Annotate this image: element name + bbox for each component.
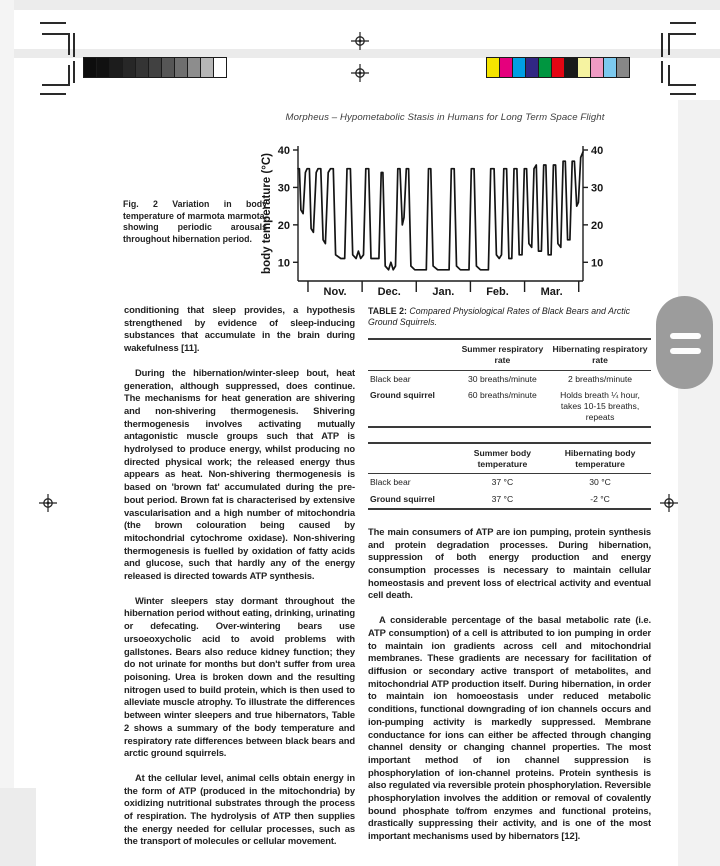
registration-mark-icon xyxy=(39,494,57,512)
scan-edge-left xyxy=(0,0,14,866)
table-cell: 30 °C xyxy=(589,477,611,488)
paragraph: During the hibernation/winter-sleep bout, heat generation, although suppressed, does continue. The mechanisms for heat generation are shivering and non-shivering thermogenesis. Shivering thermogenesis involves activating mutually antagonistic muscle groups such that ATP is hydrolysed to produce energy, whilst producing no directed physical work; the released energy thus appears as heat. Non-shivering thermogenesis is based on 'brown fat' accumulated during the pre-bout period. Brown fat is characterised by extensive vascularisation and a high number of mitochondria (the brown colouration being caused by mitochondrial cytochrome oxidase). Non-shivering thermogenesis is fuelled by oxidation of fatty acids and glucose, such that hardly any of the energy released is directed towards ATP synthesis. xyxy=(124,366,355,582)
grayscale-bar-swatch xyxy=(161,57,175,78)
crop-mark-bracket xyxy=(42,33,70,55)
color-bar-swatch xyxy=(603,57,617,78)
respiratory-rate-table xyxy=(368,338,651,428)
table-cell: Ground squirrel xyxy=(370,494,435,505)
grayscale-bar-swatch xyxy=(148,57,162,78)
y-tick-label: 30 xyxy=(591,182,604,195)
y-tick-label: 20 xyxy=(277,219,290,232)
crop-mark-bracket xyxy=(42,65,70,86)
grayscale-bar-swatch xyxy=(174,57,188,78)
crop-mark-bar xyxy=(73,61,75,83)
crop-mark-bracket xyxy=(668,65,696,86)
left-text-column xyxy=(124,304,355,860)
paragraph: At the cellular level, animal cells obtain energy in the form of ATP (produced in the mitochondria) by oxidizing nutritional substrates through the process of respiration. The hydrolysis of ATP then supplies the energy needed for cellular processes, such as the transport of molecules or cellular movement. xyxy=(124,771,355,847)
y-tick-label: 10 xyxy=(277,257,290,270)
table-row xyxy=(368,370,651,387)
grayscale-bar-swatch xyxy=(83,57,97,78)
table-cell: 37 °C xyxy=(491,494,514,505)
registration-mark-icon xyxy=(351,64,369,82)
color-bar-swatch xyxy=(538,57,552,78)
crop-mark-bar xyxy=(661,33,663,57)
figure-caption: Fig. 2 Variation in body temperature of marmota marmota, showing periodic arousals throughout hibernation period. xyxy=(123,199,267,244)
month-label: Jan. xyxy=(432,286,455,298)
table-caption-text: Compared Physiological Rates of Black Bears and Arctic Ground Squirrels. xyxy=(368,306,631,327)
drag-handle-line-icon xyxy=(670,348,701,354)
grayscale-bar-swatch xyxy=(187,57,201,78)
drag-handle[interactable] xyxy=(656,296,713,389)
table-row xyxy=(368,474,651,491)
right-text-column xyxy=(368,304,651,855)
color-bar-swatch xyxy=(616,57,630,78)
body-temperature-chart xyxy=(240,140,620,308)
y-tick-label: 30 xyxy=(277,182,290,195)
table-caption xyxy=(368,306,651,328)
y-tick-label: 40 xyxy=(591,144,604,157)
color-bar-swatch xyxy=(525,57,539,78)
month-label: Dec. xyxy=(377,286,401,298)
table-cell: Black bear xyxy=(370,373,411,384)
table-cell: Holds breath ¼ hour, takes 10-15 breaths, repeats xyxy=(560,390,640,422)
scan-edge-top xyxy=(0,0,720,10)
color-bar-swatch xyxy=(551,57,565,78)
scan-edge-left-bottom xyxy=(0,788,36,866)
month-label: Mar. xyxy=(540,286,563,298)
table-header-row xyxy=(368,443,651,474)
color-calibration-bar xyxy=(487,57,630,78)
crop-mark-bar xyxy=(661,61,663,83)
scan-edge-right xyxy=(678,100,720,866)
table-cell: Ground squirrel xyxy=(370,390,435,401)
table-row xyxy=(368,491,651,509)
registration-mark-icon xyxy=(660,494,678,512)
month-label: Feb. xyxy=(486,286,509,298)
color-bar-swatch xyxy=(512,57,526,78)
table-caption-label: TABLE 2: xyxy=(368,306,407,316)
crop-mark-dash xyxy=(670,22,696,24)
table-cell: Summer body temperature xyxy=(456,443,549,474)
paragraph: The main consumers of ATP are ion pumping, protein synthesis and protein degradation processes. During hibernation, suppression of both energy production and energy consumption processes is necessary to maintain cellular homeostasis and prevent loss of electrical activity and eventual cell death. xyxy=(368,525,651,601)
grayscale-bar-swatch xyxy=(96,57,110,78)
temperature-trace xyxy=(298,152,583,270)
drag-handle-line-icon xyxy=(670,333,701,339)
registration-mark-icon xyxy=(351,32,369,50)
grayscale-calibration-bar xyxy=(84,57,227,78)
table-cell: 30 breaths/minute xyxy=(468,373,537,384)
table-row xyxy=(368,387,651,426)
table-cell: 60 breaths/minute xyxy=(468,390,537,401)
grayscale-bar-swatch xyxy=(135,57,149,78)
color-bar-swatch xyxy=(564,57,578,78)
table-cell: Hibernating body temperature xyxy=(549,443,651,474)
y-axis-title: body temperature (°C) xyxy=(261,153,273,274)
body-temperature-table xyxy=(368,442,651,510)
paragraph: A considerable percentage of the basal metabolic rate (i.e. ATP consumption) of a cell is attributed to ion pumping in order to maintain ion gradients across cell and mitochondrial membranes. These gradients are necessary for facilitation of diffusion or secondary active transport of metabolites, and mitochondrial ATP production itself. During hibernation, in order to maintain ion homoeostasis under reduced metabolic conditions, functional downgrading of ion channels occurs and ion-pumping activity is markedly suppressed. Membrane conductance for ions can either be affected through changing channel density or changing channel properties. The most important method of ion channel suppression is phosphorylation of ion-channel proteins. Protein synthesis is also regulated via reversible protein phosphorylation. Reversible phosphorylation involves the addition or removal of covalently bound phosphate to/from enzymes and functional proteins, drastically suppressing their activity, and is one of the most important mechanisms used by hibernators [12]. xyxy=(368,614,651,842)
table-cell xyxy=(368,339,456,370)
table-cell xyxy=(368,443,456,474)
table-cell: Summer respiratory rate xyxy=(456,339,549,370)
color-bar-swatch xyxy=(590,57,604,78)
table-cell: Hibernating respiratory rate xyxy=(549,339,651,370)
color-bar-swatch xyxy=(486,57,500,78)
month-label: Nov. xyxy=(323,286,347,298)
grayscale-bar-swatch xyxy=(109,57,123,78)
table-cell: 37 °C xyxy=(491,477,514,488)
grayscale-bar-swatch xyxy=(122,57,136,78)
table-header-row xyxy=(368,339,651,370)
paragraph: Winter sleepers stay dormant throughout the hibernation period without eating, drinking, urinating or defecating. Over-wintering bears use ursoeoxycholic acid to avoid problems with gallstones. Bears also reduce kidney function; they do not urinate for months but don't suffer from urea poisoning. Urea is broken down and the resulting nitrogen used to build protein, which is then used to alleviate muscle atrophy. To illustrate the differences between winter sleepers and true hibernators, Table 2 shows a summary of the body temperature and respiratory rate differences between black bears and arctic ground squirrels. xyxy=(124,594,355,759)
grayscale-bar-swatch xyxy=(200,57,214,78)
table-cell: 2 breaths/minute xyxy=(568,373,633,384)
color-bar-swatch xyxy=(499,57,513,78)
crop-mark-dash xyxy=(670,93,696,95)
paragraph: conditioning that sleep provides, a hypothesis strengthened by evidence of sleep-inducing substances that accumulate in the brain during wakefulness [11]. xyxy=(124,304,355,354)
y-tick-label: 20 xyxy=(591,219,604,232)
crop-mark-bracket xyxy=(668,33,696,55)
table-cell: -2 °C xyxy=(590,494,610,505)
crop-mark-bar xyxy=(73,33,75,57)
running-head: Morpheus – Hypometabolic Stasis in Humans for Long Term Space Flight xyxy=(285,112,605,123)
y-tick-label: 40 xyxy=(277,144,290,157)
crop-mark-dash xyxy=(40,22,66,24)
crop-mark-dash xyxy=(40,93,66,95)
y-tick-label: 10 xyxy=(591,257,604,270)
table-cell: Black bear xyxy=(370,477,411,488)
grayscale-bar-swatch xyxy=(213,57,227,78)
color-bar-swatch xyxy=(577,57,591,78)
